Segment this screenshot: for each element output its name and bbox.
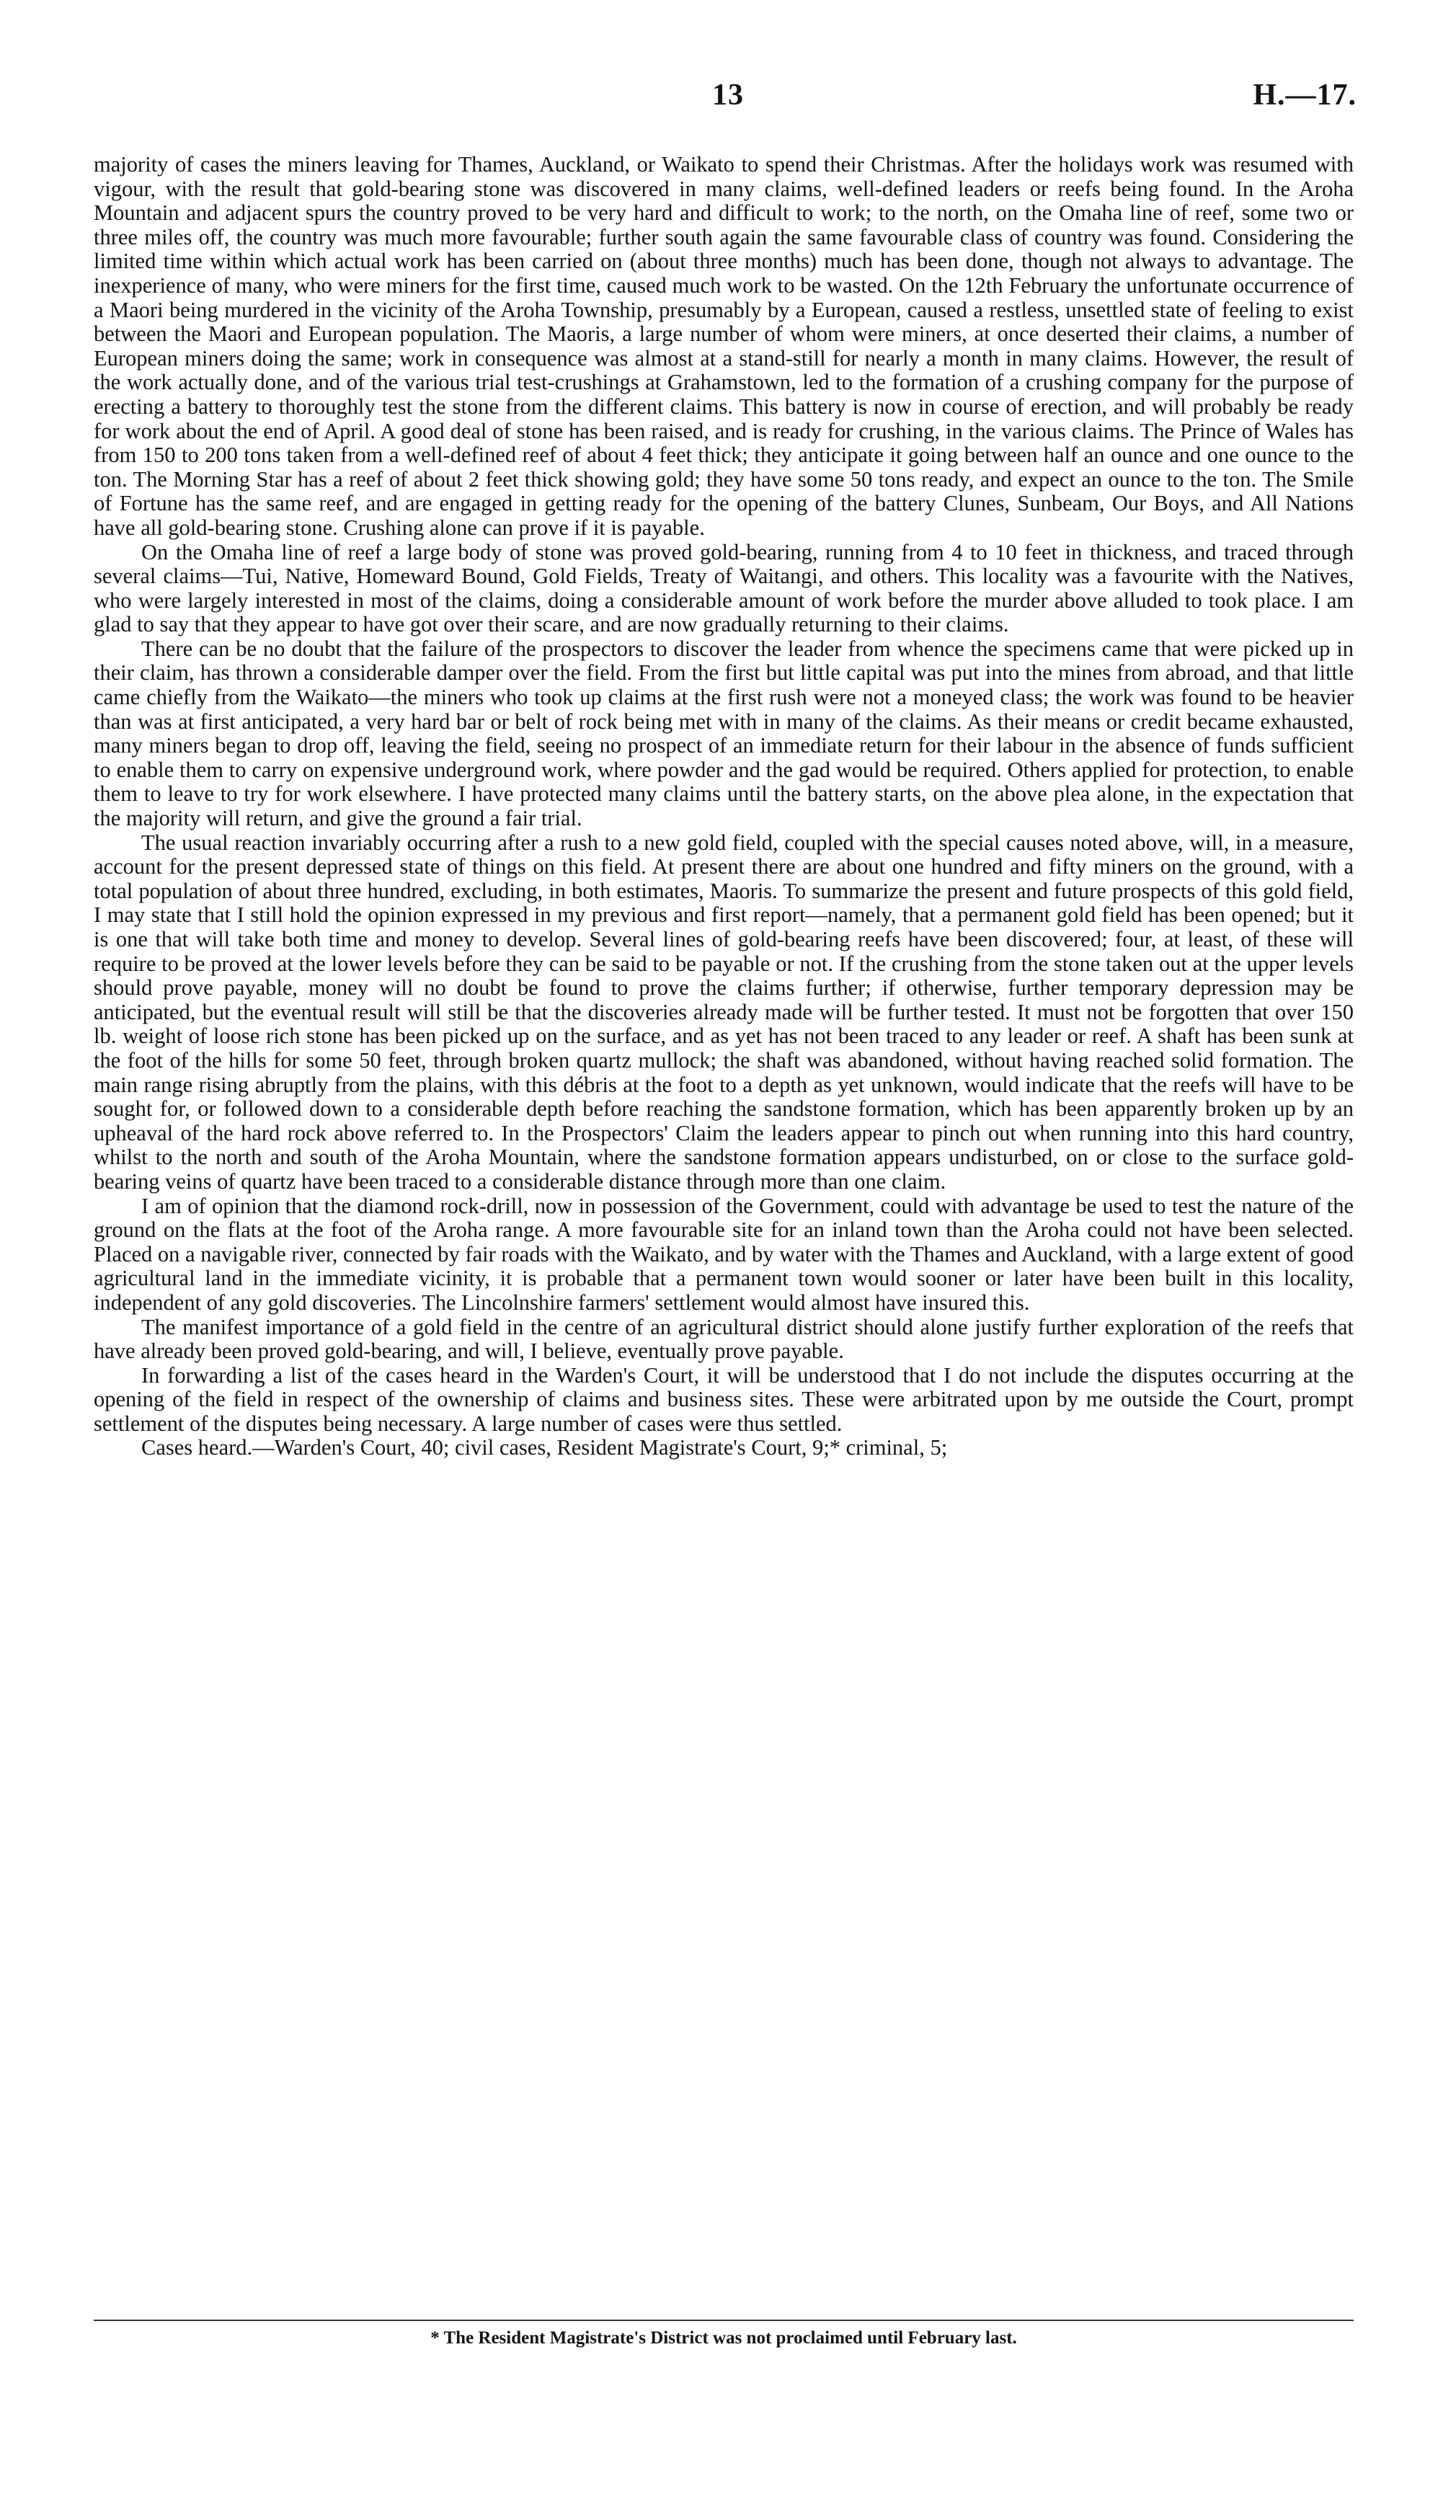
paragraph-prospectors-failure: There can be no doubt that the failure of the prospectors to discover the leader from whence the specimens came that were picked up in their claim, has thrown a considerable damper over the field. From the first but little capital was put into the mines from abroad, and that little came chiefly from the Waikato—the miners who took up claims at the first rush were not a moneyed class; the work was found to be heavier than was at first anticipated, a very hard bar or belt of rock being met with in many of the claims. As their means or credit became exhausted, many miners began to drop off, leaving the field, seeing no prospect of an immediate return for their labour in the absence of funds sufficient to enable them to carry on expensive underground work, where powder and the gad would be required. Others applied for protection, to enable them to leave to try for work elsewhere. I have protected many claims until the battery starts, on the above plea alone, in the expectation that the majority will return, and give the ground a fair trial. xyxy=(94,636,1354,831)
page-header xyxy=(94,78,1362,121)
body-text xyxy=(94,153,1354,1460)
footnote: * The Resident Magistrate's District was not proclaimed until February last. xyxy=(430,2328,1017,2348)
paragraph-rock-drill: I am of opinion that the diamond rock-drill, now in possession of the Government, could with advantage be used to test the nature of the ground on the flats at the foot of the Aroha range. A more favourable site for an inland town than the Aroha could not have been selected. Placed on a navigable river, connected by fair roads with the Waikato, and by water with the Thames and Auckland, with a large extent of good agricultural land in the immediate vicinity, it is probable that a permanent town would sooner or later have been built in this locality, independent of any gold discoveries. The Lincolnshire farmers' settlement would almost have insured this. xyxy=(94,1193,1354,1315)
footnote-divider xyxy=(94,2320,1354,2321)
document-reference: H.—17. xyxy=(1253,79,1357,112)
paragraph-cases-heard: Cases heard.—Warden's Court, 40; civil cases, Resident Magistrate's Court, 9;* criminal, 5; xyxy=(141,1435,948,1460)
paragraph-omaha-reef: On the Omaha line of reef a large body of stone was proved gold-bearing, running from 4 to 10 feet in thickness, and traced through several claims—Tui, Native, Homeward Bound, Gold Fields, Treaty of Waitangi, and others. This locality was a favourite with the Natives, who were largely interested in most of the claims, doing a considerable amount of work before the murder above alluded to took place. I am glad to say that they appear to have got over their scare, and are now gradually returning to their claims. xyxy=(94,539,1354,637)
page-number: 13 xyxy=(712,79,744,112)
paragraph-usual-reaction: The usual reaction invariably occurring after a rush to a new gold field, coupled with the special causes noted above, will, in a measure, account for the present depressed state of things on this field. At present there are about one hundred and fifty miners on the ground, with a total population of about three hundred, excluding, in both estimates, Maoris. To summarize the present and future prospects of this gold field, I may state that I still hold the opinion expressed in my previous and first report—namely, that a permanent gold field has been opened; but it is one that will take both time and money to develop. Several lines of gold-bearing reefs have been discovered; four, at least, of these will require to be proved at the lower levels before they can be said to be payable or not. If the crushing from the stone taken out at the upper levels should prove payable, money will no doubt be found to prove the claims further; if otherwise, further temporary depression may be anticipated, but the eventual result will still be that the discoveries already made will be further tested. It must not be forgotten that over 150 lb. weight of loose rich stone has been picked up on the surface, and as yet has not been traced to any leader or reef. A shaft has been sunk at the foot of the hills for some 50 feet, through broken quartz mullock; the shaft was abandoned, without having reached solid formation. The main range rising abruptly from the plains, with this débris at the foot to a depth as yet unknown, would indicate that the reefs will have to be sought for, or followed down to a considerable depth before reaching the sandstone formation, which has been apparently broken up by an upheaval of the hard rock above referred to. In the Prospectors' Claim the leaders appear to pinch out when running into this hard country, whilst to the north and south of the Aroha Mountain, where the sandstone formation appears undisturbed, on or close to the surface gold-bearing veins of quartz have been traced to a considerable distance through more than one claim. xyxy=(94,830,1354,1194)
paragraph-continued: majority of cases the miners leaving for Thames, Auckland, or Waikato to spend their Christmas. After the holidays work was resumed with vigour, with the result that gold-bearing stone was discovered in many claims, well-defined leaders or reefs being found. In the Aroha Mountain and adjacent spurs the country proved to be very hard and difficult to work; to the north, on the Omaha line of reef, some two or three miles off, the country was much more favourable; further south again the same favourable class of country was found. Considering the limited time within which actual work has been carried on (about three months) much has been done, though not always to advantage. The inexperience of many, who were miners for the first time, caused much work to be wasted. On the 12th February the unfortunate occurrence of a Maori being murdered in the vicinity of the Aroha Township, presumably by a European, caused a restless, unsettled state of feeling to exist between the Maori and European population. The Maoris, a large number of whom were miners, at once deserted their claims, a number of European miners doing the same; work in consequence was almost at a stand-still for nearly a month in many claims. However, the result of the work actually done, and of the various trial test-crushings at Grahamstown, led to the formation of a crushing company for the purpose of erecting a battery to thoroughly test the stone from the different claims. This battery is now in course of erection, and will probably be ready for work about the end of April. A good deal of stone has been raised, and is ready for crushing, in the various claims. The Prince of Wales has from 150 to 200 tons taken from a well-defined reef of about 4 feet thick; they anticipate it going between half an ounce and one ounce to the ton. The Morning Star has a reef of about 2 feet thick showing gold; they have some 50 tons ready, and expect an ounce to the ton. The Smile of Fortune has the same reef, and are engaged in getting ready for the opening of the battery Clunes, Sunbeam, Our Boys, and All Nations have all gold-bearing stone. Crushing alone can prove if it is payable. xyxy=(94,152,1354,540)
paragraph-wardens-court: In forwarding a list of the cases heard in the Warden's Court, it will be understood that I do not include the disputes occurring at the opening of the field in respect of the ownership of claims and business sites. These were arbitrated upon by me outside the Court, prompt settlement of the disputes being necessary. A large number of cases were thus settled. xyxy=(94,1362,1354,1436)
paragraph-manifest-importance: The manifest importance of a gold field in the centre of an agricultural district should alone justify further exploration of the reefs that have already been proved gold-bearing, and will, I believe, eventually prove payable. xyxy=(94,1314,1354,1364)
